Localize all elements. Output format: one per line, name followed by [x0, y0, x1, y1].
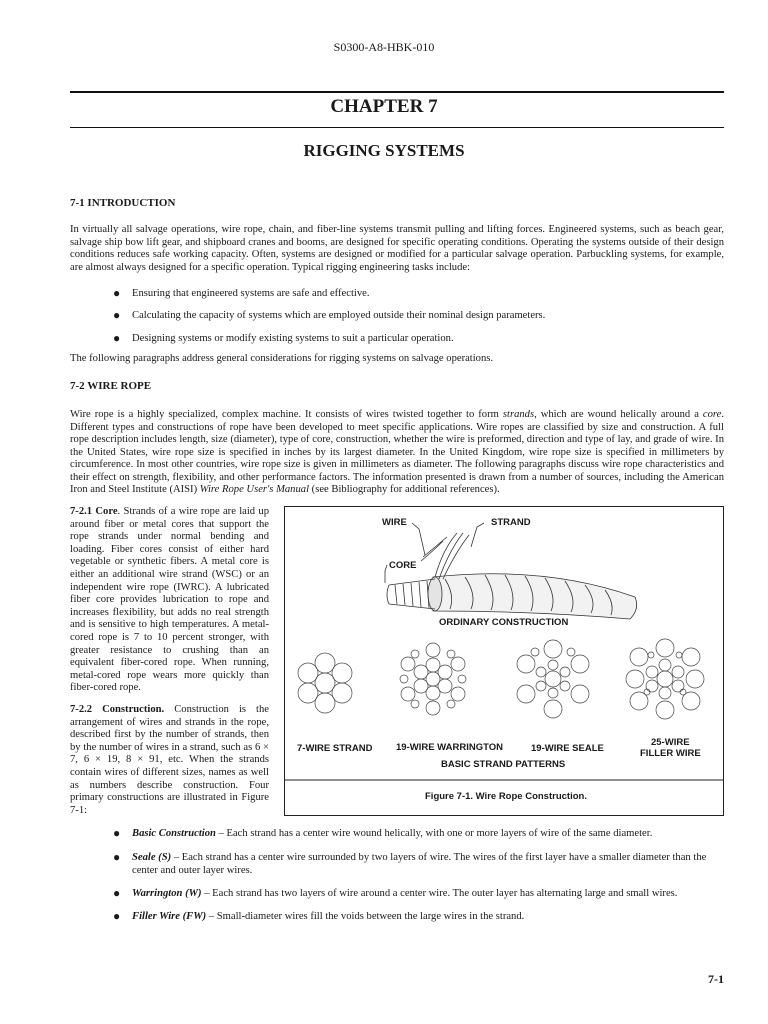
introduction-closing: The following paragraphs address general considerations for rigging systems on salvage operations.	[70, 353, 494, 364]
list-item: ● Warrington (W) – Each strand has two layers of wire around a center wire. The outer layer has alternating large and small wires.	[113, 886, 678, 900]
label-7-wire-strand: 7-WIRE STRAND	[297, 743, 373, 754]
bullet-icon: ●	[113, 909, 121, 923]
label-25-wire: 25-WIRE	[651, 737, 690, 748]
bullet-icon: ●	[113, 308, 121, 322]
section-heading-wire-rope: 7-2 WIRE ROPE	[70, 380, 152, 392]
list-item: ● Designing systems or modify existing systems to suit a particular operation.	[113, 331, 454, 345]
label-19-wire-warrington: 19-WIRE WARRINGTON	[396, 742, 503, 753]
bullet-icon: ●	[113, 286, 121, 300]
list-item: ● Filler Wire (FW) – Small-diameter wires fill the voids between the large wires in the strand.	[113, 909, 525, 923]
label-filler-wire: FILLER WIRE	[640, 748, 701, 759]
list-item: ● Ensuring that engineered systems are safe and effective.	[113, 286, 370, 300]
header-rule-thin	[70, 127, 724, 128]
section-heading-introduction: 7-1 INTRODUCTION	[70, 197, 176, 209]
document-id: S0300-A8-HBK-010	[333, 40, 435, 54]
label-basic-strand-patterns: BASIC STRAND PATTERNS	[441, 759, 566, 770]
bullet-icon: ●	[113, 331, 121, 345]
introduction-paragraph: In virtually all salvage operations, wire rope, chain, and fiber-line systems transmit pulling and lifting forces. Engineered systems, such as beach gear, salvage ship bow lift gear, and shipboard cranes and booms, are designed for specific operating conditions. Operating the systems outside of their design conditions reduces safe working capacity. Often, systems are designed or modified for a particular salvage operation. Parbuckling systems, for example, are almost always designed for a specific operation. Typical rigging engineering tasks include:	[70, 224, 724, 273]
chapter-title: RIGGING SYSTEMS	[303, 141, 465, 160]
label-19-wire-seale: 19-WIRE SEALE	[531, 743, 604, 754]
chapter-label: CHAPTER 7	[330, 96, 438, 117]
bullet-icon: ●	[113, 826, 121, 840]
wire-rope-paragraph: Wire rope is a highly specialized, complex machine. It consists of wires twisted together to form strands, which are wound helically around a core. Different types and constructions of rope have been developed to meet specific applications. Wire ropes are classified by size and construction. A full rope description includes length, size (diameter), type of core, construction, whether the wire is preformed, direction and type of lay, and grade of wire. In the United States, wire rope size is specified in inches by its largest diameter. In the United Kingdom, wire rope size is specified in millimeters by circumference. In most other countries, wire rope size is given in millimeters as diameter. The following paragraphs discuss wire rope characteristics and their effect on strength, flexibility, and other performance factors. The information presented is drawn from a number of sources, including the American Iron and Steel Institute (AISI) Wire Rope User's Manual (see Bibliography for additional references).	[70, 409, 724, 495]
label-strand: STRAND	[491, 517, 531, 528]
label-ordinary-construction: ORDINARY CONSTRUCTION	[439, 617, 569, 628]
list-item: ● Calculating the capacity of systems which are employed outside their nominal design parameters.	[113, 308, 546, 322]
core-paragraph: 7-2.1 Core. Strands of a wire rope are laid up around fiber or metal cores that support the rope strands under normal bending and loading. Fiber cores consist of either hard vegetable or synthetic fibers. A metal core is either an additional wire strand (WSC) or an independent wire rope (IWRC). A lubricated fiber core provides lubrication to rope and increases flexibility, but adds no real strength and is sensitive to high temperatures. A metal-cored rope is 7 to 10 percent stronger, with greater resistance to crushing than an equivalent fiber-cored rope. When running, metal-cored rope wears more quickly than fiber-cored rope.	[70, 506, 269, 694]
list-item: ● Seale (S) – Each strand has a center wire surrounded by two layers of wire. The wires of the first layer have a smaller diameter than the center and outer layer wires.	[113, 850, 707, 876]
page-number: 7-1	[708, 972, 724, 986]
construction-paragraph: 7-2.2 Construction. Construction is the arrangement of wires and strands in the rope, described first by the number of strands, then by the number of wires in a strand, such as 6 × 7, 6 × 19, 8 × 91, etc. When the strands contain wires of different sizes, names as well as numbers describe construction. Four primary constructions are illustrated in Figure 7-1:	[70, 704, 269, 816]
label-wire: WIRE	[382, 517, 407, 528]
figure-wire-rope-construction	[284, 506, 724, 816]
list-item: ● Basic Construction – Each strand has a center wire wound helically, with one or more layers of wire of the same diameter.	[113, 826, 653, 840]
label-core: CORE	[389, 560, 417, 571]
bullet-icon: ●	[113, 886, 121, 900]
header-rule-thick	[70, 91, 724, 93]
bullet-icon: ●	[113, 850, 121, 864]
figure-caption: Figure 7-1. Wire Rope Construction.	[425, 791, 587, 802]
